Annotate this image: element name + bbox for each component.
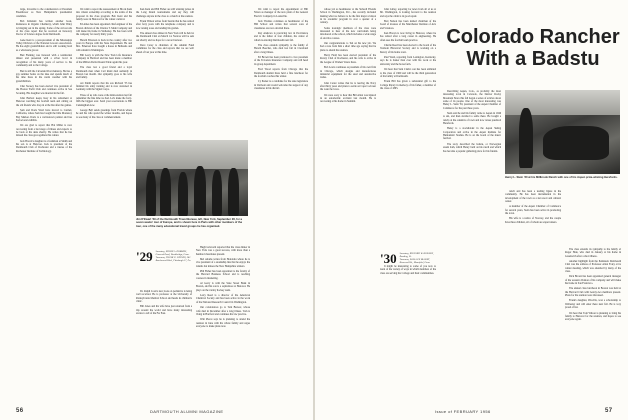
headline-line-1: Colorado Rancher (446, 26, 620, 48)
right-col-1-paragraphs (320, 8, 376, 104)
paragraph: Stein said he and his family came to Aspen in 1946 to ski, and then decided to settle there. He bought a ranch on the outskirts of town and now raises purebred Herefords. (443, 112, 501, 126)
right-col-3-paragraphs (443, 90, 501, 153)
right-col-4-paragraphs (505, 190, 561, 224)
paragraph: The story described the badstu, or Norwegian steam bath, which Henry built on his ranch and which has become a popular gathering place for his friends. (443, 142, 501, 153)
class-30-treasurer: Treasurer, WALLACE BLAKEY, Kenwood Rd., Mansfield, Conn. (399, 258, 431, 264)
paragraph: It might be interesting to some of you now to learn of the variety of ways in which members of the class are serving the College and their communities. (380, 265, 436, 275)
right-col-4-bottom (505, 248, 561, 403)
rancher-photo (505, 90, 620, 174)
paragraph: Walt Pierce says he is planning to attend the reunion in June with his whole family and urges everyone to make plans now. (196, 318, 250, 328)
right-col-2-paragraphs (380, 8, 436, 90)
paragraph: Mel Adams writes from Honolulu where he is vice president of a steamship line that he enjoys the islands but misses the New Hampshire winters. (196, 258, 250, 268)
paragraph: Larry Reed is a director of the American Chemical Society and has been active in the work of the National Research Council in Washington. (196, 294, 250, 304)
paragraph: Describing Aspen, Colo., as probably the most interesting town in Colorado, the Denver Rocky Mountain News this fall began a series of articles about some of its people. One of the most interesting was Henry L. Stein '30, president of the Aspen Chamber of Commerce for the past three years. (443, 90, 501, 110)
paragraph: The annual class luncheon in Boston was held at the Harvard Club with twenty-two members present. Plans for the reunion were discussed. (565, 287, 621, 298)
left-col-4-paragraphs (196, 246, 250, 328)
paragraph: George Bell sends greetings from Florida where he and his wife spend the winter months, and hopes to see many of the class at commencement. (76, 108, 132, 119)
left-col-2-paragraphs (76, 8, 132, 119)
paragraph: Frank's daughter, Priscilla, won a scholarship to Wellesley and will enter there next fall. He is very proud of her. (565, 299, 621, 310)
right-col-4 (505, 190, 561, 245)
right-page (315, 0, 628, 420)
left-col-3-top-paragraphs (136, 8, 194, 54)
paragraph: Another highlight from the Peninsula Dartmouth Club was the address of Professor Allen Foley at its winter meeting, which was attended by many of the class. (565, 260, 621, 274)
paragraph: John Lalley, reporting for news from all of us at Mt. Washington, is looking forward to the reunion and says the cabin is in good repair. (380, 8, 436, 18)
paragraph: Bill Jones and his wife have just returned from a trip around the world and have many interesting stories to tell of the Far East. (136, 305, 192, 316)
class-1930-section (380, 248, 436, 403)
paragraph: Art Smith reports that his son Richard '55 has finished his army training and is now stationed in Germany with the Signal Corps. (76, 81, 132, 92)
left-page-number: 56 (16, 408, 24, 414)
paragraph: Frank Hill has given a substantial gift to the College library in memory of his father, a member of the class of 1895. (380, 80, 436, 90)
photo-sky (136, 140, 248, 169)
paragraph: Bud is still the Cleveland Post mainstay. He has a gay summer home on the lake and spends much of his time there in the warm weather with his grandchildren. (16, 69, 72, 83)
paragraph: Dick Brown has been appointed general manager of the western division of his company and will make his home in San Francisco. (565, 275, 621, 286)
paragraph: Dr. Ralph Cook's new book on pediatrics is being well received. He is professor at the University of Pennsylvania Medical School and heads its children's clinic. (136, 290, 192, 304)
photo-figure (212, 170, 222, 216)
paragraph: Bert Nelson has been named chairman of the board of trustees of the Manchester Institute of Arts and Sciences. (380, 20, 436, 30)
paragraph: Bud Fleming was honored with a testimonial dinner and presented with a silver bowl in recognition of his many years of service to his community and to the College. (16, 54, 72, 68)
left-col-1-paragraphs (16, 8, 72, 153)
paragraph: A member of the Aspen Chamber of Commerce for several years, Stein has been active in promoting the town. (505, 205, 561, 216)
paragraph: We are glad to report that Hal Miller is now recovering from a bad siege of illness and expects to be back at his desk shortly. He writes that he has missed the class get-togethers this winter. (16, 124, 72, 138)
class-year-30: '30 (380, 252, 397, 265)
class-year-29: '29 (136, 250, 153, 263)
right-col-3 (443, 90, 501, 403)
paragraph: Bob Kirkland has written another book, Romances in Organic Chemistry, which John Wiley is bringing out in the spring. Some of the old records of the class report that he received an honorary Doctor of Science degree from Dartmouth. (16, 20, 72, 37)
paragraph: His wife is a native of Norway, and the couple have three children, all of whom are expert skiers. (505, 217, 561, 224)
paragraph: large, favorable to the consideration of President Eisenhower as New Hampshire's presidential candidate. (16, 8, 72, 18)
rancher-photo-caption: Henry L. Stein '30 at his Millbrook Ranch with one of his Aspen prize-winning Herefords. (505, 176, 618, 179)
paragraph: Our condolences go to Tom Brewer, whose wife died in December after a long illness. Tom is living in Hartford and continues his law practice. (196, 306, 250, 316)
paragraph: Bob Lewis continues as president of his own firm in Chicago, which designs and manufactures industrial equipment for the steel and automotive trades. (320, 66, 376, 80)
class-29-secretary: Secretary, EDWIN A. ROBBINS, Concord Road, Woodbridge, Conn. (155, 250, 190, 256)
left-col-3-bottom-paragraphs (136, 290, 192, 315)
paragraph: Phil Fisher has been appointed to the faculty of the Harvard Business School and is teaching courses in marketing. (196, 270, 250, 280)
photo-figure (228, 168, 239, 216)
paragraph: Our congratulations to Ted on his new job. We had a note from him a short time ago saying that he plans to attend the reunion. (320, 42, 376, 52)
photo-figure (194, 166, 206, 216)
left-col-5 (254, 8, 308, 403)
paragraph: Ed Brown has been promoted to vice president of the Travelers Insurance Company and will head its group department. (254, 56, 308, 66)
paragraph: We wish to report the appointment of Bill Nixon as manager of the new plant of the General Electric Company in Louisville. (254, 8, 308, 18)
left-col-1 (16, 8, 72, 403)
tour-group-photo (136, 140, 248, 216)
paragraph: Henry is a stockholder in the Aspen Skiing Corporation and active in the Aspen Institute for Humanistic Studies. He is on the board of the music festival. (443, 127, 501, 141)
right-col-1 (320, 8, 376, 403)
paragraph: Ken Brown is now living in Hanover, where he has retired after a long career in engineering. He often sees the football team practice. (380, 32, 436, 42)
paragraph: Hugh Griswold reported that the class dinner in New York was a great success, with more than a hundred classmates present. (196, 246, 250, 256)
paragraph: Bill Leary is with the New York Life Insurance Company in Hartford and has been made a member of the Million Dollar Round Table again this year. (76, 54, 132, 64)
photo-hereford-bull (543, 126, 609, 160)
paragraph: John Carter writes that he is leaving the Navy after thirty years and plans to settle on Cape Cod near the water he loves. (320, 81, 376, 92)
paragraph: The class lost a good friend and a loyal Dartmouth man when Carl Rand died suddenly in Boston last month. Our sympathy goes to his wife and family. (76, 66, 132, 80)
paragraph: Some nostalgic members of the class were interested to hear of the new curriculum being introduced at the school, which includes a wide range of elective courses. (320, 26, 376, 40)
paragraph: Ray Andrews is practicing law in Providence and is the father of four children, the oldest of whom is entering Dartmouth next fall. (254, 32, 308, 42)
paragraph: We hear that Tom Wilson is planning to bring his family to Hanover for the reunion, and hopes to see everyone again. (565, 311, 621, 322)
paragraph: Al Gerry is with the State Street Bank in Boston, and his son is a sophomore at Hanover. He plays on the varsity hockey team. (196, 282, 250, 292)
paragraph: The class extends its sympathy to the family of Roger Hale, who died in January at his home in Greenwich after a short illness. (565, 248, 621, 258)
left-col-2 (76, 8, 132, 403)
paragraph: We wish to report the reassessment of Brock Kent into citizen ownership according to the terms of the proposal in the class program. Bob Kent and his family were in Hanover for the winter carnival. (76, 8, 132, 22)
paragraph: Gene Kent is a past-president of the Mississippi Valley Division of the National Grocers Association. He has eight grandchildren and is still working hard as a wholesale grocer. (16, 38, 72, 52)
photo-figure (146, 170, 156, 216)
paragraph: ranch and has been a leading figure in the community. He has been instrumental in the development of the town as a ski resort and cultural center. (505, 190, 561, 204)
paragraph: Sam and Doris Ward have moved to Carmel, California, where Sam has bought the little Monterey Bay Market. Doris is a well-known painter and has had several exhibits. (16, 108, 72, 122)
paragraph: Harry Field has been elected president of the Rotary Club of Rochester, and his wife is active in the League of Women Voters there. (320, 54, 376, 64)
paragraph: We were sorry to hear that Bill Allen was injured in an automobile accident last month. He is recovering at his home in Summit. (320, 93, 376, 104)
paragraph: Ken Kent and Bill Fisher are still winning prizes in the Long Island tournaments and say they will challenge anyone in the class to a match at the reunion. (136, 8, 194, 18)
class-29-treasurer: Treasurer, FRANK G. GEYSER, 342 Beechwood Blvd., Pittsburgh 17, Pa. (155, 256, 191, 262)
right-col-2 (380, 8, 436, 246)
paragraph: Cy Parker is a candidate for the state legislature in Vermont and would welcome the support of any classmates in his district. (254, 80, 308, 90)
class-30-secretary: Secretary, RICHARD W. BOWLEN, Reading, Vt. (399, 252, 434, 258)
paragraph: whose job as headmaster at the Sidwell Friends School in Washington, D.C., has recently included making what we believe to be the first major revision in its academic program in over a quarter of a century. (320, 8, 376, 25)
left-col-5-paragraphs (254, 8, 308, 90)
paragraph: Those of us who were at the mini-reunion last fall remember the fine time we had. Let's make the forty-fifth the biggest ever. Send your reservations to Bill Cunningham now. (76, 93, 132, 107)
left-footer-title: DARTMOUTH ALUMNI MAGAZINE (150, 409, 224, 414)
paragraph: Paul Ward, reporting from Lexington, Kentucky, says he is busier than ever with his work at the university and the horse farm. (380, 56, 436, 66)
photo-rancher-figure (519, 108, 533, 168)
paragraph: Dave Carey is chairman of the Alumni Fund committee for the class and reports that we are well ahead of last year at this time. (136, 44, 194, 54)
left-col-3-bottom (136, 290, 192, 403)
paragraph: Ed Ames has been appointed chief engineer of the Boston division of the Charles T. Main Company and will make his home in Wellesley. He has been with the company for nearly thirty years. (76, 23, 132, 37)
right-page-number: 57 (605, 408, 613, 414)
paragraph: The annual class dinner in New York will be held at the Dartmouth Club on March 14. Notices will be sent out shortly and we hope for a record turnout. (136, 32, 194, 42)
right-col-5-paragraphs (565, 248, 621, 322)
paragraph: Frank Wilson writes from Seattle that he has retired after forty years with the telephone company and is now raising roses and tending his garden. (136, 20, 194, 30)
paragraph: We hear that Sam Clark's son has been admitted to the class of 1960 and will be the third generation of his family at Dartmouth. (380, 68, 436, 78)
paragraph: Jack Thomas continues as headmaster of the Hill School and writes that several sons of classmates are now enrolled there. (254, 20, 308, 30)
right-footer-title: Issue of FEBRUARY 1956 (435, 409, 491, 414)
right-col-2b-paragraphs (380, 265, 436, 275)
paragraph: John Herbert keeps busy in his retirement at Hanover watching the football team and calling on the old friends who drop in at the Inn after the games. (16, 96, 72, 107)
paragraph: Jack Brown's daughter is a freshman at Smith and his son is at Hanover. Jack is president of the Dartmouth Club of Rochester and a trustee of the Rochester Institute of Technology. (16, 139, 72, 153)
photo-figure (178, 172, 188, 216)
tour-photo-caption: Jim D'Ewart '29 of the Dartmouth Travel Bureau, left, New York, September 28, for a seven weeks' tour of Europe, and is shown here in Paris with other members of the tour, one of the many educational travel groups he has organized. (136, 218, 243, 228)
left-col-3-top (136, 8, 194, 138)
headline-line-2: With a Badstu (466, 48, 600, 70)
paragraph: The class extends sympathy to the family of Harold Beecher, who died last fall in Cleveland after a long illness. (254, 44, 308, 54)
paragraph: Chet Swasey has been elected vice president of the Boston Yacht Club and continues active in Sea Scouting. His daughter was married in the fall. (16, 84, 72, 95)
left-col-4 (196, 246, 250, 403)
class-1929-heading (136, 246, 192, 286)
photo-figure (160, 168, 171, 216)
left-page (0, 0, 313, 420)
paragraph: Fred Wood reports from Chicago that the Dartmouth alumni there held a fine luncheon for the football coaches this winter. (254, 68, 308, 78)
paragraph: Charlie Reed has been elected to the board of the Vermont Historical Society and is working on a history of his home town. (380, 44, 436, 54)
right-col-5 (565, 248, 621, 403)
paragraph: Harold Emerson is back in the country after two years in Europe with the State Department. He and Mrs. Emerson have bought a house in Bethesda and will remain in Washington. (76, 38, 132, 52)
article-headline (443, 26, 623, 70)
